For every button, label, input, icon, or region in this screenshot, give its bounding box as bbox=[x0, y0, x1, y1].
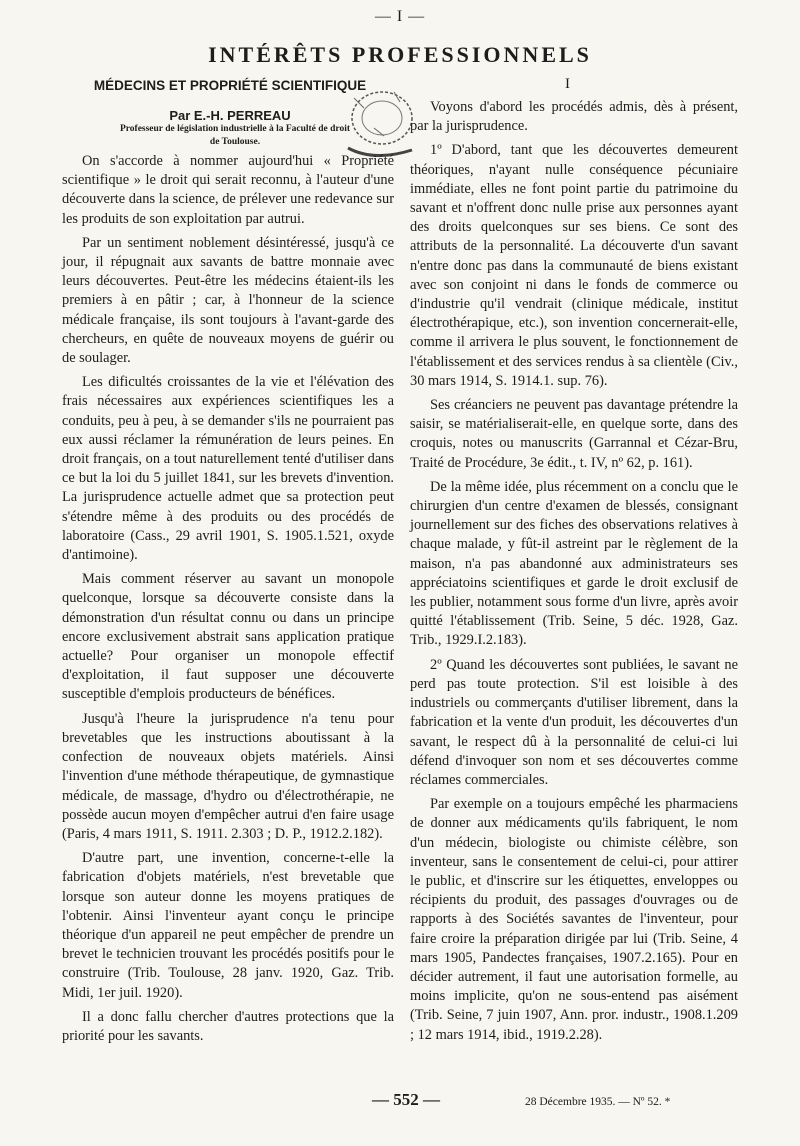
library-stamp-image bbox=[324, 78, 424, 162]
article-title: MÉDECINS ET PROPRIÉTÉ SCIENTIFIQUE bbox=[93, 78, 367, 93]
paragraph: Ses créanciers ne peuvent pas davantage prétendre la saisir, se matérialiserait-elle, en quelque sorte, dans des croquis, notes ou manuscrits (Garrannal et Cézar-Bru, Traité de Procédure, 3e édit., t. IV, nº 62, p. 161). bbox=[410, 397, 738, 471]
left-column bbox=[62, 152, 394, 1051]
paragraph: Par exemple on a toujours empêché les pharmaciens de donner aux médicaments qu'ils fabriquent, le nom d'un médecin, biologiste ou chimiste célèbre, son inventeur, sans le consentement de celui-ci, pour attirer le public, et d'inscrire sur les étiquettes, enveloppes ou récipients du produit, des passages d'ouvrages ou de rapports à des Sociétés savantes de l'inventeur, pour faire croire la préparation dirigée par lui (Trib. Seine, 4 mars 1905, Pandectes françaises, 1907.2.165). Pour en décider autrement, il faut une autorisation formelle, au moins implicite, qu'on ne sous-entend pas aisément (Trib. Seine, 7 juin 1907, Ann. pror. industr., 1908.1.209 ; 12 mars 1914, ibid., 1919.2.28). bbox=[410, 796, 738, 1043]
paragraph: Jusqu'à l'heure la jurisprudence n'a tenu pour brevetables que les instructions aboutissant à la confection de nouveaux objets matériels. Ainsi l'invention d'une méthode thérapeutique, de gymnastique médicale, de massage, d'hydro ou d'électrothérapie, ne possède aucun moyen d'empêcher autrui d'en faire usage (Paris, 4 mars 1911, S. 1911. 2.303 ; D. P., 1912.2.182). bbox=[62, 710, 394, 842]
paragraph: De la même idée, plus récemment on a conclu que le chirurgien d'un centre d'examen de blessés, consignant journellement sur des fiches des observations relatives à chaque malade, y fût-il astreint par le règlement de la maison, n'a pas abandonné aux administrateurs ses appréciatoins scientifiques et garde le droit exclusif de les publier, notamment sous forme d'un livre, après avoir quitté l'établissement (Trib. Seine, 5 déc. 1928, Gaz. Trib., 1929.I.2.183). bbox=[410, 478, 738, 649]
paragraph: Mais comment réserver au savant un monopole quelconque, lorsque sa découverte consiste dans la démonstration d'un résultat connu ou dans un principe encore exclusivement abstrait sans application pratique actuelle? Pour organiser un monopole effectif d'exploitation, il faut supposer une découverte susceptible d'emplois producteurs de bénéfices. bbox=[62, 571, 394, 703]
affiliation-line-2: de Toulouse. bbox=[209, 137, 261, 147]
section-number: I bbox=[565, 76, 570, 92]
paragraph: 1º D'abord, tant que les découvertes demeurent théoriques, n'ayant nulle conséquence pécuniaire immédiate, elles ne font point partie du patrimoine du savant et n'offrent donc nulle prise aux personnes ayant des droits quelconques sur ses biens. Ce sont des attributs de la personnalité. La découverte d'un savant n'entre donc pas dans la communauté de biens existant avec son conjoint ni dans le fonds de commerce ou d'industrie qu'il vendrait (clinique médicale, institut électrothérapique, etc.), son invention concernerait-elle, comme il arrivera le plus souvent, le fonctionnement de l'établissement et des services rendus à sa clientèle (Civ., 30 mars 1914, S. 1914.1. sup. 76). bbox=[410, 142, 738, 389]
byline: Par E.-H. PERREAU bbox=[169, 108, 291, 123]
paragraph: D'autre part, une invention, concerne-t-elle la fabrication d'objets matériels, n'est brevetable que lorsque son auteur donne les moyens pratiques de l'obtenir. Ainsi l'inventeur ayant conçu le principe théorique d'un appareil ne peut empêcher de prendre un brevet le technicien trouvant les procédés positifs pour le construire (Trib. Toulouse, 28 janv. 1920, Gaz. Trib. Midi, 1er juil. 1920). bbox=[62, 850, 394, 1001]
page-label: — I — bbox=[374, 8, 426, 25]
section-title: INTÉRÊTS PROFESSIONNELS bbox=[208, 42, 592, 67]
footer-date: 28 Décembre 1935. — Nº 52. * bbox=[525, 1096, 671, 1108]
paragraph: Les dificultés croissantes de la vie et l'élévation des frais nécessaires aux expériences scientifiques les a conduits, peu à peu, à se demander s'ils ne pourraient pas eux aussi réclamer la rémunération de leurs peines. En droit français, on a tout naturellement tenté d'utiliser dans ce but la loi du 5 juillet 1841, sur les brevets d'invention. La jurisprudence actuelle admet que sa protection peut s'étendre même à des produits ou des procédés de laboratoire (Cass., 29 avril 1901, S. 1905.1.521, oxyde d'antimoine). bbox=[62, 374, 394, 564]
paragraph: Par un sentiment noblement désintéressé, jusqu'à ce jour, il répugnait aux savants de battre monnaie avec leurs découvertes. Peut-être les médecins étaient-ils les premiers à en pâtir ; car, à l'honneur de la science médicale française, ils sont toujours à l'avant-garde des chercheurs, en quête de nouveaux moyens de guérir ou de soulager. bbox=[62, 234, 394, 367]
paragraph: On s'accorde à nommer aujourd'hui « Propriété scientifique » le droit qui serait reconnu, à l'auteur d'une découverte dans la science, de prélever une redevance sur les produits de son exploitation par autrui. bbox=[62, 153, 395, 227]
affiliation-line-1: Professeur de législation industrielle à la Faculté de droit bbox=[119, 124, 351, 134]
right-column bbox=[410, 98, 738, 1050]
paragraph: 2º Quand les découvertes sont publiées, le savant ne perd pas toute protection. S'il est loisible à des industriels ou commerçants d'utiliser librement, dans la fabrication et la vente d'un produit, les découvertes d'un savant, le respect dû à la personnalité de celui-ci lui défend d'invoquer son nom et ses découvertes comme réclames commerciales. bbox=[410, 656, 738, 788]
footer-page-number: — 552 — bbox=[372, 1090, 440, 1109]
paragraph: Voyons d'abord les procédés admis, dès à présent, par la jurisprudence. bbox=[410, 99, 738, 135]
paragraph: Il a donc fallu chercher d'autres protections que la priorité pour les savants. bbox=[62, 1008, 394, 1044]
